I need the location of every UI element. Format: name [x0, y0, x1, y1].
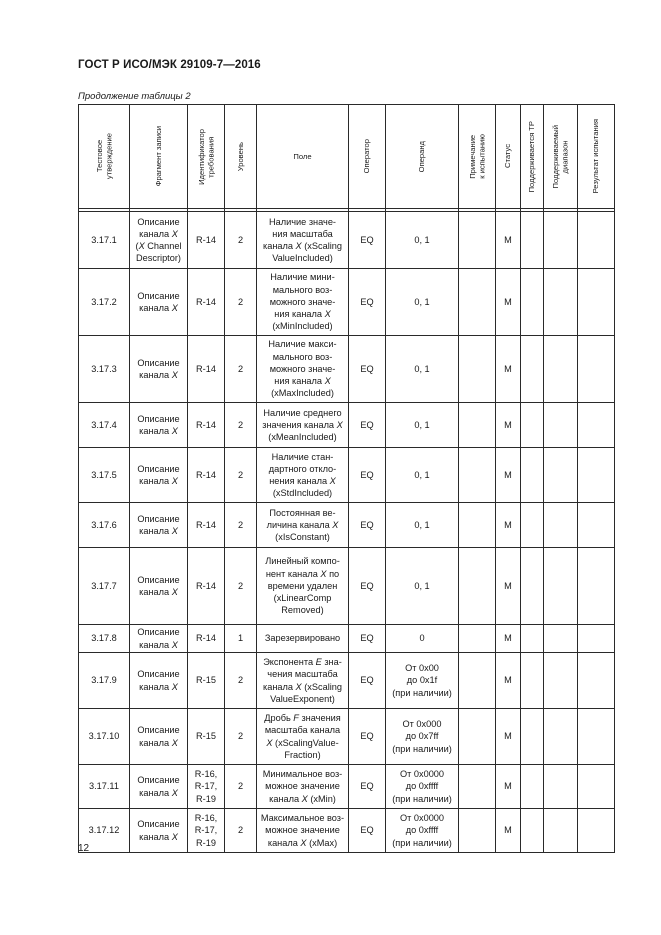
- col-header-record-fragment: Фрагмент записи: [130, 105, 188, 209]
- test-id-cell: 3.17.4: [79, 403, 130, 448]
- result-cell: [578, 653, 615, 709]
- operand-cell: 0, 1: [386, 212, 459, 269]
- tp-supported-cell: [521, 212, 544, 269]
- note-cell: [459, 403, 496, 448]
- requirement-cell: R-14: [188, 625, 225, 653]
- level-cell: 2: [225, 336, 257, 403]
- operand-cell: От 0x0000 до 0xffff (при наличии): [386, 809, 459, 853]
- col-header-test-statement: Тестовое утверждение: [79, 105, 130, 209]
- test-id-cell: 3.17.8: [79, 625, 130, 653]
- fragment-cell: Описание канала X: [130, 403, 188, 448]
- tp-supported-cell: [521, 269, 544, 336]
- fragment-cell: Описание канала X: [130, 503, 188, 548]
- tp-supported-cell: [521, 403, 544, 448]
- operand-cell: 0, 1: [386, 548, 459, 625]
- col-header-level: Уровень: [225, 105, 257, 209]
- range-cell: [544, 709, 578, 765]
- field-cell: Экспонента E зна- чения масштаба канала X (xScaling ValueExponent): [257, 653, 349, 709]
- result-cell: [578, 548, 615, 625]
- range-cell: [544, 653, 578, 709]
- table-row: [79, 709, 615, 765]
- level-cell: 2: [225, 809, 257, 853]
- field-cell: Наличие значе- ния масштаба канала X (xScaling ValueIncluded): [257, 212, 349, 269]
- tp-supported-cell: [521, 448, 544, 503]
- level-cell: 2: [225, 269, 257, 336]
- requirement-cell: R-14: [188, 403, 225, 448]
- level-cell: 2: [225, 765, 257, 809]
- status-cell: M: [496, 548, 521, 625]
- range-cell: [544, 625, 578, 653]
- status-cell: M: [496, 653, 521, 709]
- level-cell: 2: [225, 212, 257, 269]
- requirement-cell: R-16, R-17, R-19: [188, 809, 225, 853]
- col-header-field: Поле: [257, 105, 349, 209]
- col-header-operator: Оператор: [349, 105, 386, 209]
- test-id-cell: 3.17.9: [79, 653, 130, 709]
- range-cell: [544, 448, 578, 503]
- col-header-tp-supported: Поддерживается TP: [521, 105, 544, 209]
- status-cell: M: [496, 212, 521, 269]
- operator-cell: EQ: [349, 403, 386, 448]
- operand-cell: От 0x000 до 0x7ff (при наличии): [386, 709, 459, 765]
- note-cell: [459, 625, 496, 653]
- status-cell: M: [496, 448, 521, 503]
- result-cell: [578, 625, 615, 653]
- field-cell: Постоянная ве- личина канала X (xIsConstant): [257, 503, 349, 548]
- status-cell: M: [496, 625, 521, 653]
- operand-cell: 0, 1: [386, 448, 459, 503]
- test-id-cell: 3.17.2: [79, 269, 130, 336]
- operator-cell: EQ: [349, 548, 386, 625]
- result-cell: [578, 269, 615, 336]
- status-cell: M: [496, 336, 521, 403]
- tp-supported-cell: [521, 336, 544, 403]
- result-cell: [578, 809, 615, 853]
- requirement-cell: R-15: [188, 709, 225, 765]
- result-cell: [578, 765, 615, 809]
- note-cell: [459, 809, 496, 853]
- status-cell: M: [496, 503, 521, 548]
- result-cell: [578, 212, 615, 269]
- operator-cell: EQ: [349, 503, 386, 548]
- operator-cell: EQ: [349, 336, 386, 403]
- note-cell: [459, 269, 496, 336]
- note-cell: [459, 653, 496, 709]
- field-cell: Зарезервировано: [257, 625, 349, 653]
- tp-supported-cell: [521, 503, 544, 548]
- operand-cell: От 0x00 до 0x1f (при наличии): [386, 653, 459, 709]
- table-row: [79, 403, 615, 448]
- range-cell: [544, 765, 578, 809]
- page-number: 12: [78, 843, 90, 854]
- range-cell: [544, 269, 578, 336]
- table-row: [79, 809, 615, 853]
- fragment-cell: Описание канала X: [130, 548, 188, 625]
- operator-cell: EQ: [349, 709, 386, 765]
- field-cell: Максимальное воз- можное значение канала X (xMax): [257, 809, 349, 853]
- test-id-cell: 3.17.10: [79, 709, 130, 765]
- table-row: [79, 503, 615, 548]
- status-cell: M: [496, 765, 521, 809]
- field-cell: Линейный компо- нент канала X по времени удален (xLinearComp Removed): [257, 548, 349, 625]
- note-cell: [459, 336, 496, 403]
- fragment-cell: Описание канала X (X Channel Descriptor): [130, 212, 188, 269]
- tp-supported-cell: [521, 625, 544, 653]
- level-cell: 2: [225, 653, 257, 709]
- col-header-requirement-id: Идентификатор требования: [188, 105, 225, 209]
- table-body: [79, 212, 615, 853]
- field-cell: Наличие стан- дартного откло- нения канала X (xStdIncluded): [257, 448, 349, 503]
- range-cell: [544, 809, 578, 853]
- table-row: [79, 212, 615, 269]
- operator-cell: EQ: [349, 448, 386, 503]
- note-cell: [459, 448, 496, 503]
- col-header-test-note: Примечание к испытанию: [459, 105, 496, 209]
- table-row: [79, 765, 615, 809]
- range-cell: [544, 336, 578, 403]
- operator-cell: EQ: [349, 269, 386, 336]
- col-header-test-result: Результат испытания: [578, 105, 615, 209]
- requirement-cell: R-14: [188, 503, 225, 548]
- col-header-status: Статус: [496, 105, 521, 209]
- operand-cell: 0, 1: [386, 503, 459, 548]
- range-cell: [544, 403, 578, 448]
- fragment-cell: Описание канала X: [130, 448, 188, 503]
- range-cell: [544, 212, 578, 269]
- note-cell: [459, 765, 496, 809]
- operand-cell: 0, 1: [386, 336, 459, 403]
- operator-cell: EQ: [349, 809, 386, 853]
- tp-supported-cell: [521, 765, 544, 809]
- level-cell: 1: [225, 625, 257, 653]
- col-header-supported-range: Поддерживаемый диапазон: [544, 105, 578, 209]
- field-cell: Наличие макси- мального воз- можного значе- ния канала X (xMaxIncluded): [257, 336, 349, 403]
- table-row: [79, 336, 615, 403]
- requirement-cell: R-14: [188, 269, 225, 336]
- table-row: [79, 448, 615, 503]
- table-caption: Продолжение таблицы 2: [78, 91, 191, 102]
- table-row: [79, 548, 615, 625]
- result-cell: [578, 448, 615, 503]
- tp-supported-cell: [521, 548, 544, 625]
- range-cell: [544, 548, 578, 625]
- status-cell: M: [496, 403, 521, 448]
- note-cell: [459, 709, 496, 765]
- tp-supported-cell: [521, 653, 544, 709]
- requirement-cell: R-14: [188, 448, 225, 503]
- test-id-cell: 3.17.1: [79, 212, 130, 269]
- test-id-cell: 3.17.11: [79, 765, 130, 809]
- table-header-row: [79, 105, 615, 209]
- field-cell: Наличие среднего значения канала X (xMeanIncluded): [257, 403, 349, 448]
- result-cell: [578, 709, 615, 765]
- test-id-cell: 3.17.12: [79, 809, 130, 853]
- status-cell: M: [496, 709, 521, 765]
- operand-cell: 0: [386, 625, 459, 653]
- level-cell: 2: [225, 448, 257, 503]
- field-cell: Минимальное воз- можное значение канала X (xMin): [257, 765, 349, 809]
- level-cell: 2: [225, 548, 257, 625]
- fragment-cell: Описание канала X: [130, 709, 188, 765]
- table-row: [79, 625, 615, 653]
- level-cell: 2: [225, 709, 257, 765]
- requirement-cell: R-14: [188, 336, 225, 403]
- table-row: [79, 269, 615, 336]
- level-cell: 2: [225, 403, 257, 448]
- requirement-cell: R-16, R-17, R-19: [188, 765, 225, 809]
- operator-cell: EQ: [349, 653, 386, 709]
- result-cell: [578, 403, 615, 448]
- fragment-cell: Описание канала X: [130, 765, 188, 809]
- operand-cell: 0, 1: [386, 403, 459, 448]
- col-header-operand: Операнд: [386, 105, 459, 209]
- status-cell: M: [496, 809, 521, 853]
- test-id-cell: 3.17.3: [79, 336, 130, 403]
- status-cell: M: [496, 269, 521, 336]
- result-cell: [578, 503, 615, 548]
- note-cell: [459, 503, 496, 548]
- tp-supported-cell: [521, 809, 544, 853]
- note-cell: [459, 548, 496, 625]
- fragment-cell: Описание канала X: [130, 625, 188, 653]
- operator-cell: EQ: [349, 765, 386, 809]
- requirement-cell: R-15: [188, 653, 225, 709]
- operator-cell: EQ: [349, 212, 386, 269]
- tp-supported-cell: [521, 709, 544, 765]
- result-cell: [578, 336, 615, 403]
- operand-cell: От 0x0000 до 0xffff (при наличии): [386, 765, 459, 809]
- requirement-cell: R-14: [188, 212, 225, 269]
- test-id-cell: 3.17.5: [79, 448, 130, 503]
- range-cell: [544, 503, 578, 548]
- operator-cell: EQ: [349, 625, 386, 653]
- fragment-cell: Описание канала X: [130, 809, 188, 853]
- field-cell: Дробь F значения масштаба канала X (xScalingValue- Fraction): [257, 709, 349, 765]
- test-id-cell: 3.17.7: [79, 548, 130, 625]
- fragment-cell: Описание канала X: [130, 336, 188, 403]
- fragment-cell: Описание канала X: [130, 653, 188, 709]
- requirements-table: [78, 104, 615, 853]
- operand-cell: 0, 1: [386, 269, 459, 336]
- requirement-cell: R-14: [188, 548, 225, 625]
- document-header: ГОСТ Р ИСО/МЭК 29109-7—2016: [78, 59, 261, 71]
- fragment-cell: Описание канала X: [130, 269, 188, 336]
- test-id-cell: 3.17.6: [79, 503, 130, 548]
- level-cell: 2: [225, 503, 257, 548]
- note-cell: [459, 212, 496, 269]
- table-row: [79, 653, 615, 709]
- field-cell: Наличие мини- мального воз- можного значе- ния канала X (xMinIncluded): [257, 269, 349, 336]
